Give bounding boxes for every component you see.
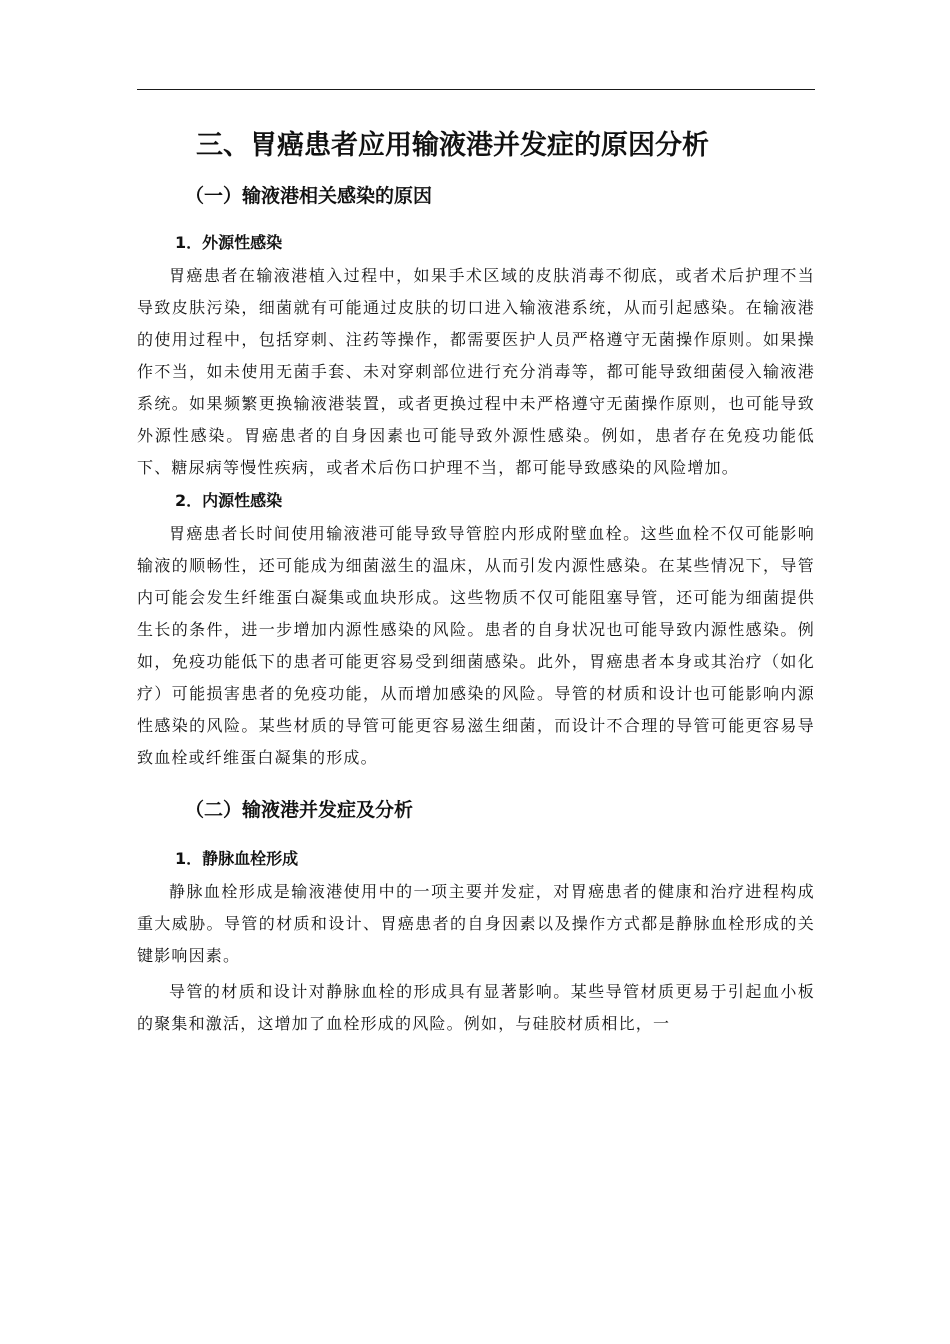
header-rule (137, 89, 815, 90)
paragraph-exogenous-infection: 胃癌患者在输液港植入过程中，如果手术区域的皮肤消毒不彻底，或者术后护理不当导致皮肤污染，细菌就有可能通过皮肤的切口进入输液港系统，从而引起感染。在输液港的使用过程中，包括穿刺、注药等操作，都需要医护人员严格遵守无菌操作原则。如果操作不当，如未使用无菌手套、未对穿刺部位进行充分消毒等，都可能导致细菌侵入输液港系统。如果频繁更换输液港装置，或者更换过程中未严格遵守无菌操作原则，也可能导致外源性感染。胃癌患者的自身因素也可能导致外源性感染。例如，患者存在免疫功能低下、糖尿病等慢性疾病，或者术后伤口护理不当，都可能导致感染的风险增加。 (137, 266, 815, 477)
subsection-heading-endogenous-infection: 2．内源性感染 (175, 491, 283, 510)
page-title: 三、胃癌患者应用输液港并发症的原因分析 (196, 130, 709, 161)
paragraph-endogenous-infection: 胃癌患者长时间使用输液港可能导致导管腔内形成附壁血栓。这些血栓不仅可能影响输液的顺畅性，还可能成为细菌滋生的温床，从而引发内源性感染。在某些情况下，导管内可能会发生纤维蛋白凝集或血块形成。这些物质不仅可能阻塞导管，还可能为细菌提供生长的条件，进一步增加内源性感染的风险。患者的自身状况也可能导致内源性感染。例如，免疫功能低下的患者可能更容易受到细菌感染。此外，胃癌患者本身或其治疗（如化疗）可能损害患者的免疫功能，从而增加感染的风险。导管的材质和设计也可能影响内源性感染的风险。某些材质的导管可能更容易滋生细菌，而设计不合理的导管可能更容易导致血栓或纤维蛋白凝集的形成。 (137, 524, 815, 767)
paragraph-catheter-material: 导管的材质和设计对静脉血栓的形成具有显著影响。某些导管材质更易于引起血小板的聚集和激活，这增加了血栓形成的风险。例如，与硅胶材质相比，一 (137, 982, 815, 1033)
section-heading-complications-analysis: （二）输液港并发症及分析 (185, 799, 414, 821)
subsection-heading-exogenous-infection: 1．外源性感染 (175, 233, 283, 252)
paragraph-venous-thrombosis-intro: 静脉血栓形成是输液港使用中的一项主要并发症，对胃癌患者的健康和治疗进程构成重大威胁。导管的材质和设计、胃癌患者的自身因素以及操作方式都是静脉血栓形成的关键影响因素。 (137, 882, 815, 965)
document-page (137, 118, 815, 1040)
section-heading-infection-causes: （一）输液港相关感染的原因 (185, 185, 433, 207)
subsection-heading-venous-thrombosis: 1．静脉血栓形成 (175, 849, 299, 868)
